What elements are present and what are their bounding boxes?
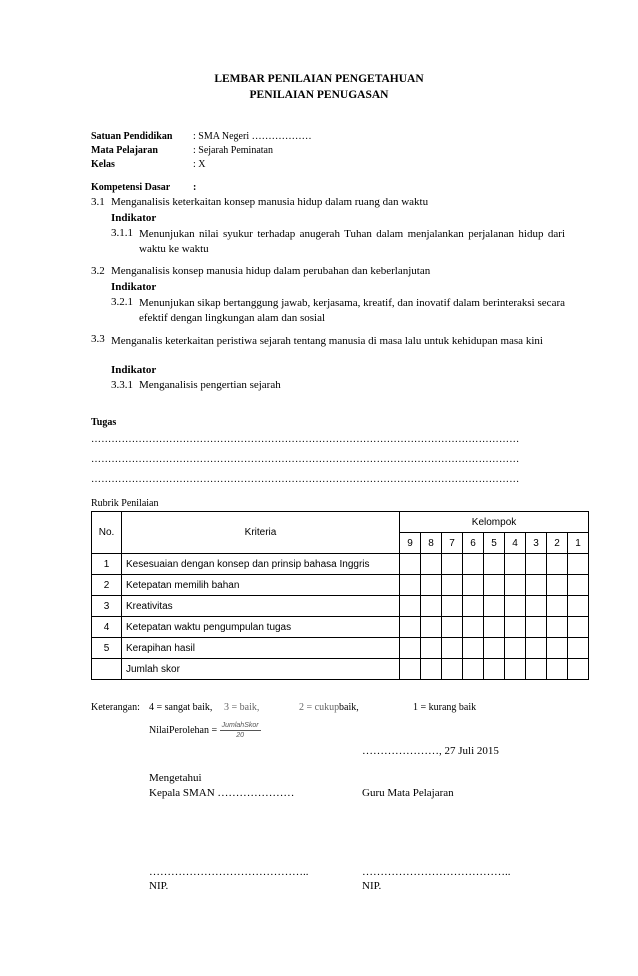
score-cell[interactable] <box>547 554 568 575</box>
label-kompetensi-dasar: Kompetensi Dasar <box>91 182 171 193</box>
group-header: 5 <box>484 533 505 554</box>
tugas-label: Tugas <box>91 417 117 428</box>
mengetahui-label: Mengetahui <box>149 772 202 784</box>
score-cell[interactable] <box>547 659 568 680</box>
score-cell[interactable] <box>484 617 505 638</box>
score-cell[interactable] <box>568 554 589 575</box>
indicator-number: 3.1.1 <box>111 227 133 239</box>
score-4-legend: 4 = sangat baik, <box>149 702 213 713</box>
row-no: 3 <box>92 596 122 617</box>
nilai-formula <box>149 721 261 740</box>
score-cell[interactable] <box>421 596 442 617</box>
score-cell[interactable] <box>463 617 484 638</box>
indicator-number: 3.2.1 <box>111 296 133 308</box>
score-cell[interactable] <box>547 596 568 617</box>
score-cell[interactable] <box>463 554 484 575</box>
score-cell[interactable] <box>568 659 589 680</box>
row-no: 2 <box>92 575 122 596</box>
tugas-line: ……………………………………………………………………………………………………………… <box>91 434 520 445</box>
score-cell[interactable] <box>526 575 547 596</box>
score-cell[interactable] <box>442 638 463 659</box>
table-row-total <box>92 659 589 680</box>
score-cell[interactable] <box>484 554 505 575</box>
score-cell[interactable] <box>400 617 421 638</box>
rubric-table <box>91 511 589 680</box>
row-no: 1 <box>92 554 122 575</box>
guru-label: Guru Mata Pelajaran <box>362 787 454 799</box>
fraction-numerator: JumlahSkor <box>221 722 259 729</box>
row-kriteria: Jumlah skor <box>122 659 400 680</box>
kd-number: 3.3 <box>91 333 105 345</box>
score-cell[interactable] <box>547 617 568 638</box>
group-header: 1 <box>568 533 589 554</box>
row-kriteria: Kerapihan hasil <box>122 638 400 659</box>
kd-text: Menganalisis keterkaitan konsep manusia hidup dalam ruang dan waktu <box>111 196 429 208</box>
indikator-label: Indikator <box>111 281 157 293</box>
score-cell[interactable] <box>421 554 442 575</box>
score-cell[interactable] <box>526 596 547 617</box>
score-cell[interactable] <box>505 638 526 659</box>
label-mata-pelajaran: Mata Pelajaran <box>91 145 158 156</box>
score-cell[interactable] <box>568 617 589 638</box>
score-cell[interactable] <box>484 575 505 596</box>
tugas-line: ……………………………………………………………………………………………………………… <box>91 454 520 465</box>
page-title: LEMBAR PENILAIAN PENGETAHUAN <box>214 73 424 85</box>
score-cell[interactable] <box>484 638 505 659</box>
kd-text: Menganalisis konsep manusia hidup dalam perubahan dan keberlanjutan <box>111 265 431 277</box>
score-cell[interactable] <box>421 638 442 659</box>
nip-right: NIP. <box>362 880 382 892</box>
group-header: 4 <box>505 533 526 554</box>
score-cell[interactable] <box>400 575 421 596</box>
group-header: 8 <box>421 533 442 554</box>
table-row <box>92 638 589 659</box>
score-cell[interactable] <box>421 617 442 638</box>
score-cell[interactable] <box>442 659 463 680</box>
signature-date: …………………, 27 Juli 2015 <box>362 745 499 757</box>
score-cell[interactable] <box>526 554 547 575</box>
nilai-fraction <box>220 721 261 740</box>
fraction-denominator: 20 <box>236 732 244 739</box>
group-header: 2 <box>547 533 568 554</box>
score-cell[interactable] <box>568 638 589 659</box>
table-row <box>92 554 589 575</box>
indicator-text: Menunjukan sikap bertanggung jawab, kerjasama, kreatif, dan inovatif dalam berinteraksi secara efektif dengan lingkungan alam dan sosial <box>139 297 565 324</box>
row-kriteria: Ketepatan waktu pengumpulan tugas <box>122 617 400 638</box>
score-cell[interactable] <box>505 617 526 638</box>
indikator-label: Indikator <box>111 364 157 376</box>
score-cell[interactable] <box>421 659 442 680</box>
score-cell[interactable] <box>463 638 484 659</box>
row-kriteria: Kesesuaian dengan konsep dan prinsip bahasa Inggris <box>122 554 400 575</box>
group-header: 9 <box>400 533 421 554</box>
label-kelas: Kelas <box>91 159 115 170</box>
indikator-label: Indikator <box>111 212 157 224</box>
score-cell[interactable] <box>463 659 484 680</box>
header-kriteria: Kriteria <box>122 512 400 554</box>
value-satuan-pendidikan: : SMA Negeri ……………… <box>193 131 312 142</box>
group-header: 7 <box>442 533 463 554</box>
score-cell[interactable] <box>442 554 463 575</box>
score-cell[interactable] <box>526 659 547 680</box>
signature-line-left: …………………………………….. <box>149 866 309 878</box>
nilai-label: NilaiPerolehan = <box>149 724 218 736</box>
row-kriteria: Kreativitas <box>122 596 400 617</box>
rubric-caption: Rubrik Penilaian <box>91 498 159 509</box>
header-no: No. <box>92 512 122 554</box>
signature-line-right: ………………………………….. <box>362 866 511 878</box>
score-3-legend: 3 = baik, <box>224 702 260 713</box>
row-kriteria: Ketepatan memilih bahan <box>122 575 400 596</box>
score-cell[interactable] <box>421 575 442 596</box>
indicator-text: Menunjukan nilai syukur terhadap anugerah Tuhan dalam menjalankan perjalanan hidup dari waktu ke waktu <box>139 228 565 255</box>
score-cell[interactable] <box>400 659 421 680</box>
kd-colon: : <box>193 182 197 193</box>
score-cell[interactable] <box>505 659 526 680</box>
score-cell[interactable] <box>505 596 526 617</box>
score-2-legend: 2 = cukup <box>299 702 340 713</box>
label-satuan-pendidikan: Satuan Pendidikan <box>91 131 173 142</box>
score-cell[interactable] <box>442 617 463 638</box>
group-header: 6 <box>463 533 484 554</box>
tugas-line: ……………………………………………………………………………………………………………… <box>91 474 520 485</box>
score-cell[interactable] <box>568 575 589 596</box>
indicator-number: 3.3.1 <box>111 379 133 391</box>
score-cell[interactable] <box>547 575 568 596</box>
group-header: 3 <box>526 533 547 554</box>
header-kelompok: Kelompok <box>400 512 589 533</box>
score-cell[interactable] <box>400 554 421 575</box>
score-cell[interactable] <box>400 596 421 617</box>
page-subtitle: PENILAIAN PENUGASAN <box>249 89 389 101</box>
kd-number: 3.2 <box>91 265 105 277</box>
kepala-label: Kepala SMAN ………………… <box>149 787 295 799</box>
nip-left: NIP. <box>149 880 169 892</box>
score-cell[interactable] <box>463 575 484 596</box>
table-row <box>92 575 589 596</box>
table-row <box>92 617 589 638</box>
score-cell[interactable] <box>442 575 463 596</box>
score-cell[interactable] <box>442 596 463 617</box>
score-cell[interactable] <box>526 617 547 638</box>
value-kelas: : X <box>193 159 206 170</box>
score-cell[interactable] <box>505 554 526 575</box>
row-no: 4 <box>92 617 122 638</box>
score-cell[interactable] <box>463 596 484 617</box>
keterangan-label: Keterangan: <box>91 702 140 713</box>
score-cell[interactable] <box>484 596 505 617</box>
score-1-legend: 1 = kurang baik <box>413 702 477 713</box>
score-cell[interactable] <box>526 638 547 659</box>
score-cell[interactable] <box>505 575 526 596</box>
row-no <box>92 659 122 680</box>
score-cell[interactable] <box>568 596 589 617</box>
table-row <box>92 596 589 617</box>
row-no: 5 <box>92 638 122 659</box>
score-cell[interactable] <box>400 638 421 659</box>
score-2-legend-suffix: baik, <box>339 702 359 713</box>
kd-text: Menganalis keterkaitan peristiwa sejarah tentang manusia di masa lalu untuk kehidupan masa kini <box>111 335 543 347</box>
indicator-text: Menganalisis pengertian sejarah <box>139 379 281 391</box>
score-cell[interactable] <box>547 638 568 659</box>
score-cell[interactable] <box>484 659 505 680</box>
value-mata-pelajaran: : Sejarah Peminatan <box>193 145 273 156</box>
kd-number: 3.1 <box>91 196 105 208</box>
